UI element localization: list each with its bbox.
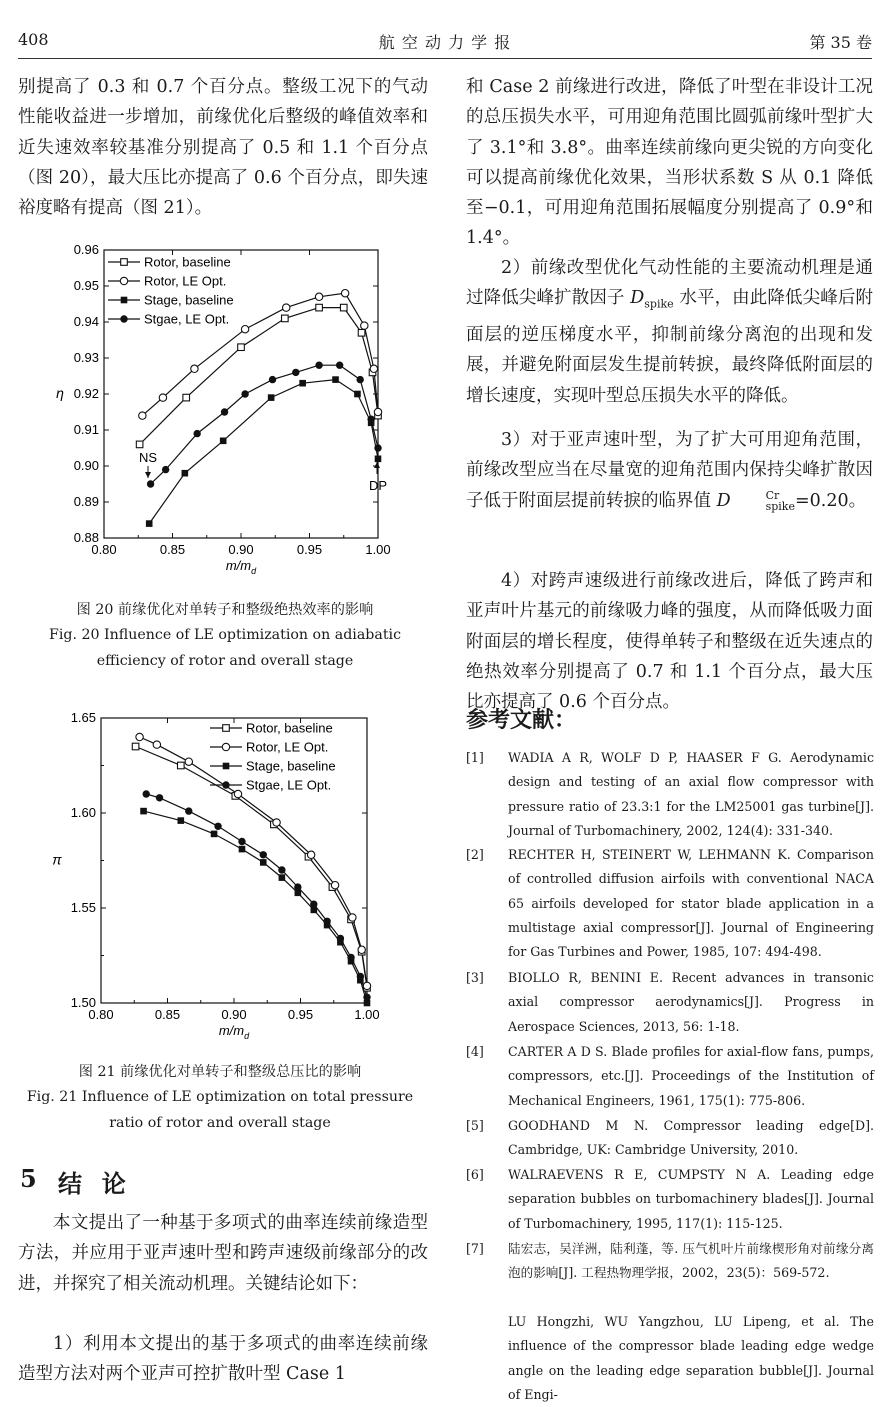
data-point: [220, 438, 227, 445]
y-tick-label: 1.65: [70, 710, 96, 725]
fig21-caption-cn: 图 21 前缘优化对单转子和整级总压比的影响: [78, 1064, 362, 1080]
x-tick-label: 0.85: [159, 542, 186, 557]
series-line: [151, 365, 378, 484]
data-point: [221, 408, 228, 415]
data-point: [349, 914, 356, 921]
d-cr-spike-symbol: D: [716, 490, 731, 511]
data-point: [214, 823, 221, 830]
data-point: [156, 794, 163, 801]
data-point: [283, 304, 290, 311]
legend-label: Rotor, LE Opt.: [144, 273, 227, 289]
legend-marker: [121, 297, 128, 304]
data-point: [331, 882, 338, 889]
page-number: 408: [18, 30, 49, 49]
x-tick-label: 0.95: [296, 542, 323, 557]
data-point: [211, 831, 218, 838]
x-axis-label-subscript: d: [251, 566, 257, 576]
y-tick-label: 0.92: [73, 386, 99, 401]
reference-item: [5] GOODHAND M N. Compressor leading edge[D]. Cambridge, UK: Cambridge University, 2010.: [466, 1118, 874, 1158]
data-point: [238, 344, 245, 351]
x-tick-label: 1.00: [365, 542, 391, 557]
annotation-arrowhead: [145, 472, 151, 478]
data-point: [361, 322, 368, 329]
data-point: [143, 790, 150, 797]
data-point: [332, 376, 339, 383]
y-tick-label: 1.60: [70, 805, 96, 820]
left-paragraph-3: 1）利用本文提出的基于多项式的曲率连续前缘造型方法对两个亚声可控扩散叶型 Case 1: [18, 1334, 428, 1385]
x-tick-label: 0.80: [91, 542, 117, 557]
data-point: [136, 733, 143, 740]
data-point: [239, 846, 246, 853]
data-point: [183, 394, 190, 401]
d-spike-symbol: D: [630, 288, 645, 309]
reference-item: [4] CARTER A D S. Blade profiles for axial-flow fans, pumps, compressors, etc.[J]. Proceedings of the Institution of Mechanical Engineers, 1961, 175(1): 775-806.: [466, 1044, 874, 1108]
annotation-label: DP: [368, 478, 388, 493]
data-point: [268, 394, 275, 401]
legend-marker: [120, 315, 127, 322]
data-point: [140, 808, 147, 815]
data-point: [323, 918, 330, 925]
data-point: [136, 441, 143, 448]
right-paragraph-4: 4）对跨声速级进行前缘改进后，降低了跨声和亚声叶片基元的前缘吸力峰的强度，从而降低吸力面附面层的增长程度，使得单转子和整级在近失速点的绝热效率分别提高了 0.7 和 1.1 个百分点，最大压比亦提高了 0.6 个百分点。: [466, 571, 873, 713]
fig20-caption-en-2: efficiency of rotor and overall stage: [96, 653, 354, 669]
y-axis-label: η: [56, 385, 64, 401]
data-point: [356, 376, 363, 383]
x-tick-label: 1.00: [354, 1007, 380, 1022]
legend-label: Rotor, LE Opt.: [246, 739, 329, 755]
left-paragraph-1: 别提高了 0.3 和 0.7 个百分点。整级工况下的气动性能收益进一步增加，前缘优化后整级的峰值效率和近失速效率较基准分别提高了 0.5 和 1.1 个百分点（图 20），最大压比亦提高了 0.6 个百分点，即失速裕度略有提高（图 21）。: [18, 77, 428, 219]
legend-marker: [223, 763, 230, 770]
y-tick-label: 0.89: [73, 494, 99, 509]
legend-marker: [222, 743, 229, 750]
data-point: [292, 369, 299, 376]
data-point: [367, 416, 374, 423]
y-tick-label: 0.95: [73, 278, 99, 293]
series-line: [146, 794, 367, 997]
data-point: [315, 362, 322, 369]
y-axis-label: π: [52, 851, 62, 868]
y-tick-label: 1.50: [70, 995, 96, 1010]
data-point: [159, 394, 166, 401]
data-point: [273, 819, 280, 826]
series-line: [144, 811, 367, 1003]
data-point: [241, 326, 248, 333]
section-number: 5: [20, 1164, 38, 1193]
data-point: [354, 391, 361, 398]
data-point: [357, 973, 364, 980]
series-line: [140, 737, 367, 986]
reference-item: LU Hongzhi, WU Yangzhou, LU Lipeng, et al. The influence of the compressor blade leading edge wedge angle on the leading edge separation bubble[J]. Journal of Engi-: [508, 1314, 874, 1402]
data-point: [294, 883, 301, 890]
section-title: 结 论: [58, 1169, 127, 1198]
x-tick-label: 0.85: [154, 1007, 181, 1022]
annotation-arrowhead: [374, 462, 380, 468]
data-point: [307, 851, 314, 858]
x-tick-label: 0.95: [287, 1007, 314, 1022]
right-paragraph-1: 和 Case 2 前缘进行改进，降低了叶型在非设计工况的总压损失水平，可用迎角范围比圆弧前缘叶型扩大了 3.1°和 3.8°。曲率连续前缘向更尖锐的方向变化可以提高前缘优化效果，当形状系数 S 从 0.1 降低至−0.1，可用迎角范围拓展幅度分别提高了 0.9°和 1.4°。: [466, 77, 873, 249]
data-point: [315, 293, 322, 300]
reference-item: [6] WALRAEVENS R E, CUMPSTY N A. Leading edge separation bubbles on turbomachinery blades[J]. Journal of Turbomachinery, 1995, 117(1): 115-125.: [466, 1167, 874, 1231]
data-point: [278, 866, 285, 873]
x-axis-label: $m/m_d$: [218, 1023, 250, 1041]
y-tick-label: 0.96: [73, 242, 99, 257]
right-paragraph-3: 3）对于亚声速叶型，为了扩大可用迎角范围，前缘改型应当在尽量宽的迎角范围内保持尖峰扩散因子低于附面层提前转捩的临界值 D Cr spike =0.20。: [466, 430, 873, 513]
journal-name: 航 空 动 力 学 报: [378, 33, 512, 52]
legend-label: Rotor, baseline: [246, 720, 333, 736]
data-point: [185, 807, 192, 814]
y-tick-label: 0.94: [73, 314, 99, 329]
data-point: [260, 859, 267, 866]
data-point: [178, 762, 185, 769]
y-tick-label: 0.91: [73, 422, 99, 437]
reference-item: [7] 陆宏志，吴洋洲，陆利蓬，等. 压气机叶片前缘楔形角对前缘分离泡的影响[J]. 工程热物理学报，2002，23(5)：569-572.: [466, 1241, 874, 1281]
data-point: [238, 838, 245, 845]
x-axis-label: $m/m_d$: [225, 558, 257, 576]
fig20-caption-cn: 图 20 前缘优化对单转子和整级绝热效率的影响: [76, 602, 374, 618]
reference-item: [2] RECHTER H, STEINERT W, LEHMANN K. Comparison of controlled diffusion airfoils with conventional NACA 65 airfoils developed for stator blade application in a multistage axial compressor[J]. Journal of Engineering for Gas Turbines and Power, 1985, 107: 494-498.: [466, 847, 874, 960]
legend-label: Stage, baseline: [246, 758, 336, 774]
y-tick-label: 0.90: [73, 458, 99, 473]
data-point: [279, 874, 286, 881]
data-point: [191, 365, 198, 372]
data-point: [182, 470, 189, 477]
legend-label: Rotor, baseline: [144, 254, 231, 270]
data-point: [185, 758, 192, 765]
data-point: [269, 376, 276, 383]
data-point: [139, 412, 146, 419]
d-cr-scripts: Cr spike: [765, 488, 795, 513]
y-tick-label: 0.88: [73, 530, 99, 545]
fig20-caption-en-1: Fig. 20 Influence of LE optimization on adiabatic: [48, 627, 402, 643]
data-point: [341, 290, 348, 297]
data-point: [340, 304, 347, 311]
reference-item: [1] WADIA A R, WOLF D P, HAASER F G. Aerodynamic design and testing of an axial flow compressor with pressure ratio of 23.3:1 for the LM25001 gas turbine[J]. Journal of Turbomachinery, 2002, 124(4): 331-340.: [466, 750, 874, 838]
reference-item: [3] BIOLLO R, BENINI E. Recent advances in transonic axial compressor aerodynamics[J]. Progress in Aerospace Sciences, 2013, 56: 1-18.: [466, 970, 874, 1034]
data-point: [374, 408, 381, 415]
data-point: [370, 365, 377, 372]
data-point: [336, 362, 343, 369]
data-point: [147, 480, 154, 487]
y-tick-label: 1.55: [70, 900, 96, 915]
data-point: [146, 520, 153, 527]
references-title: 参考文献：: [466, 707, 577, 733]
annotation-label: NS: [138, 450, 158, 465]
header-rule: [18, 58, 872, 59]
data-point: [316, 304, 323, 311]
volume-label: 第 35 卷: [809, 33, 872, 52]
data-point: [363, 982, 370, 989]
data-point: [347, 954, 354, 961]
legend-label: Stgae, LE Opt.: [246, 777, 332, 793]
data-point: [375, 456, 382, 463]
legend-label: Stage, baseline: [144, 292, 234, 308]
legend-marker: [222, 781, 229, 788]
data-point: [299, 380, 306, 387]
legend-marker: [223, 725, 230, 732]
data-point: [363, 994, 370, 1001]
legend-marker: [121, 259, 128, 266]
data-point: [260, 851, 267, 858]
fig21-caption-en-2: ratio of rotor and overall stage: [109, 1115, 331, 1131]
data-point: [282, 315, 289, 322]
data-point: [337, 935, 344, 942]
data-point: [178, 817, 185, 824]
legend-marker: [120, 277, 127, 284]
x-tick-label: 0.90: [228, 542, 254, 557]
series-line: [140, 308, 378, 445]
data-point: [132, 743, 139, 750]
d-spike-subscript: spike: [644, 297, 674, 311]
data-point: [374, 444, 381, 451]
data-point: [310, 901, 317, 908]
right-paragraph-2: 2）前缘改型优化气动性能的主要流动机理是通过降低尖峰扩散因子 $D_{spike}$ 水平，由此降低尖峰后附面层的逆压梯度水平，抑制前缘分离泡的出现和发展，并避免附面层发生提前转捩，最终降低附面层的增长速度，实现叶型总压损失水平的降低。: [466, 258, 874, 406]
data-point: [241, 390, 248, 397]
data-point: [162, 466, 169, 473]
data-point: [358, 330, 365, 337]
x-tick-label: 0.90: [221, 1007, 247, 1022]
x-axis-label-subscript: d: [244, 1031, 250, 1041]
figure-20-chart: [50, 236, 400, 586]
x-tick-label: 0.80: [88, 1007, 114, 1022]
fig21-caption-en-1: Fig. 21 Influence of LE optimization on total pressure: [26, 1089, 414, 1105]
figure-21-chart: [50, 705, 400, 1050]
data-point: [234, 790, 241, 797]
data-point: [193, 430, 200, 437]
y-tick-label: 0.93: [73, 350, 99, 365]
data-point: [153, 741, 160, 748]
legend-label: Stgae, LE Opt.: [144, 311, 230, 327]
data-point: [358, 946, 365, 953]
left-paragraph-2: 本文提出了一种基于多项式的曲率连续前缘造型方法，并应用于亚声速叶型和跨声速级前缘部分的改进，并探究了相关流动机理。关键结论如下：: [18, 1213, 428, 1294]
